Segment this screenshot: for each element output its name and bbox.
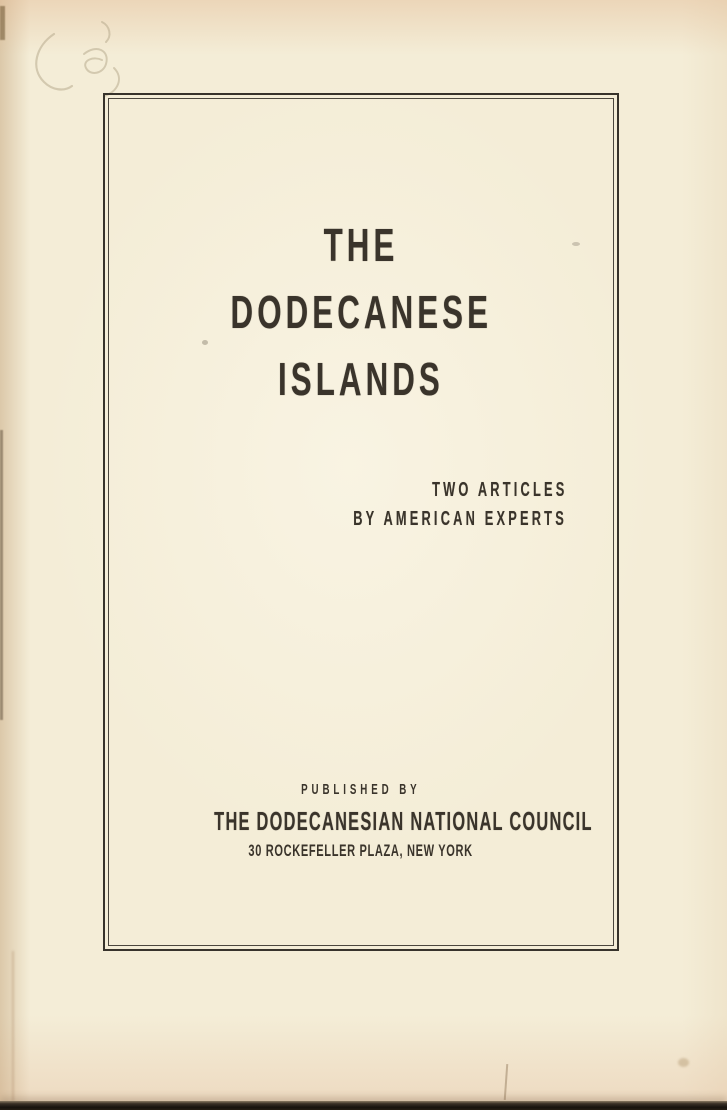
cover-title (103, 212, 619, 413)
title-word-dodecanese: DODECANESE (230, 286, 492, 338)
title-word-islands: ISLANDS (278, 353, 444, 405)
imprint-published-by-text: PUBLISHED BY (301, 781, 421, 798)
imprint-address-text: 30 ROCKEFELLER PLAZA, NEW YORK (248, 841, 474, 860)
subtitle-line-1 (233, 476, 567, 505)
cover-subtitle (233, 476, 567, 534)
imprint-address (103, 841, 619, 861)
paper-scratch (504, 1064, 509, 1100)
scan-left-edge-shadow (0, 430, 3, 720)
scan-edge-notch (0, 6, 5, 40)
scan-bottom-shadow (0, 1101, 727, 1110)
title-line-3 (103, 346, 619, 413)
title-line-1 (103, 212, 619, 279)
paper-speck (202, 340, 208, 345)
imprint-publisher-name-text: THE DODECANESIAN NATIONAL COUNCIL (214, 806, 593, 836)
title-word-the: THE (323, 219, 399, 271)
paper-scuff (678, 1058, 689, 1067)
title-line-2 (103, 279, 619, 346)
subtitle-two-articles: TWO ARTICLES (431, 479, 567, 501)
imprint-published-by (103, 780, 619, 800)
cover-imprint (103, 780, 619, 861)
paper-crease (12, 951, 14, 1101)
paper-speck (572, 242, 580, 246)
subtitle-by-american-experts: BY AMERICAN EXPERTS (353, 508, 567, 530)
subtitle-line-2 (233, 505, 567, 534)
imprint-publisher-name (103, 807, 619, 835)
